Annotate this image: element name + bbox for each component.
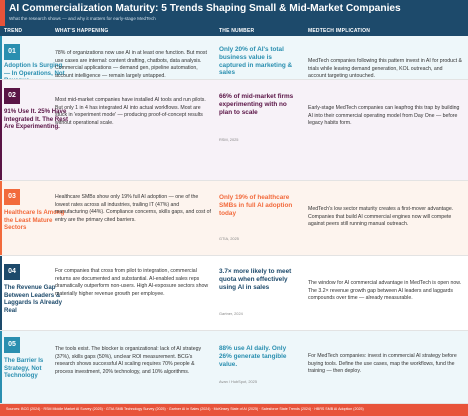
- key-number-text: 3.7× more likely to meet quota when effectively using AI in sales: [219, 268, 292, 291]
- whats-happening-text: For companies that cross from pilot to integration, commercial returns are documented and substantial. AI-enabled sales reps dramatically outperform non-users. High AI-exposure sectors show materially higher revenue growth per employee.: [55, 268, 209, 297]
- row-number-badge: 04: [4, 264, 20, 280]
- trend-row-3: [0, 181, 468, 256]
- trend-row-5: [0, 331, 468, 404]
- row-accent-bar: [0, 256, 2, 331]
- whats-happening-text: 78% of organizations now use AI in at least one function. But most use cases are internal: content drafting, chatbots, data analysis. Commercial applications — demand gen, pipeline automation, account intelligence — remain largely untapped.: [55, 50, 207, 79]
- row-accent-bar: [0, 80, 2, 181]
- header-accent-bar: [0, 0, 5, 26]
- sources-footer: [0, 404, 468, 416]
- trend-row-1: [0, 36, 468, 80]
- medtech-implication-text: MedTech's low sector maturity creates a first-mover advantage. Companies that build AI commercial engines now will compete against peers still running manual outreach.: [308, 206, 454, 228]
- page-title: AI Commercialization Maturity: 5 Trends Shaping Small & Mid-Market Companies: [9, 3, 401, 14]
- row-number-badge: 01: [4, 44, 20, 60]
- trend-title: The Revenue Gap Between Leaders & Laggards Is Already Real: [4, 284, 63, 315]
- row-number-badge: 05: [4, 337, 20, 353]
- column-header-trend: TREND: [4, 28, 23, 34]
- column-header-number: THE NUMBER: [219, 28, 255, 34]
- key-number-text: Only 20% of AI's total business value is captured in marketing & sales: [219, 46, 293, 77]
- medtech-implication-text: The window for AI commercial advantage in MedTech is open now. The 3.2× revenue growth gap between AI leaders and laggards compounds over time — already measurable.: [308, 280, 462, 302]
- trend-title: Adoption Is Surging — In Operations, Not: [4, 62, 65, 77]
- row-accent-bar: [0, 181, 2, 256]
- trend-title: 91% Use It. 25% Have Integrated It. The Rest Are Experimenting.: [4, 108, 68, 131]
- sources-text: Sources: BCG (2024) · RSM Middle Market AI Survey (2025) · GTIA SMB Technology Survey (2025) · Gartner AI in Sales (2024) · McKinsey State of AI (2025) · Salesforce State Trends (2024) · HBRS SMB AI Adoption (2025): [6, 407, 364, 411]
- column-header-what: WHAT'S HAPPENING: [55, 28, 109, 34]
- whats-happening-text: Healthcare SMBs show only 19% full AI adoption — one of the lowest rates across all industries, trailing IT (47%) and manufacturing (44%). Compliance concerns, skills gaps, and cost of entry are the primary cited barriers.: [55, 194, 211, 223]
- trend-row-4: [0, 256, 468, 331]
- number-source: Gartner, 2024: [219, 311, 243, 316]
- row-number-badge: 03: [4, 189, 20, 205]
- whats-happening-text: The tools exist. The blocker is organizational: lack of AI strategy (37%), skills gaps (50%), unclear ROI measurement. BCG's research shows successful AI scaling requires 70% people & process investment, 20% technology, and 10% algorithms.: [55, 346, 202, 375]
- header-banner: [0, 0, 468, 26]
- key-number-text: 66% of mid-market firms experimenting with no plan to scale: [219, 93, 294, 116]
- medtech-implication-text: For MedTech companies: invest in commercial AI strategy before buying tools. Define the use cases, map the workflows, fund the training — then deploy.: [308, 353, 457, 375]
- trend-row-2: [0, 80, 468, 181]
- key-number-text: Only 19% of healthcare SMBs in full AI adoption today: [219, 194, 293, 217]
- number-source: GTIA, 2025: [219, 236, 239, 241]
- trend-title: Healthcare Is Among the Least Mature Sectors: [4, 209, 65, 232]
- column-header-implication: MEDTECH IMPLICATION: [308, 28, 371, 34]
- trend-title: The Barrier Is Strategy, Not Technology: [4, 357, 44, 380]
- row-accent-bar: [0, 331, 2, 404]
- key-number-text: 88% use AI daily. Only 26% generate tangible value.: [219, 345, 287, 368]
- number-source: Avan / HubSpot, 2025: [219, 379, 257, 384]
- row-number-badge: 02: [4, 88, 20, 104]
- page-subtitle: What the research shows — and why it matters for early-stage MedTech: [9, 16, 156, 21]
- whats-happening-text: Most mid-market companies have installed AI tools and run pilots. But only 1 in 4 has integrated AI into actual workflows. Most are stuck in 'experiment mode' — producing proof-of-concept results without operational scale.: [55, 97, 206, 126]
- medtech-implication-text: Early-stage MedTech companies can leapfrog this trap by building AI into their commercial operating model from Day One — before legacy habits form.: [308, 105, 460, 127]
- row-accent-bar: [0, 36, 2, 80]
- column-header-row: [0, 26, 468, 36]
- number-source: RSM, 2025: [219, 137, 239, 142]
- medtech-implication-text: MedTech companies following this pattern invest in AI for product & trials while leaving demand generation, KOL outreach, and account targeting untouched.: [308, 58, 462, 80]
